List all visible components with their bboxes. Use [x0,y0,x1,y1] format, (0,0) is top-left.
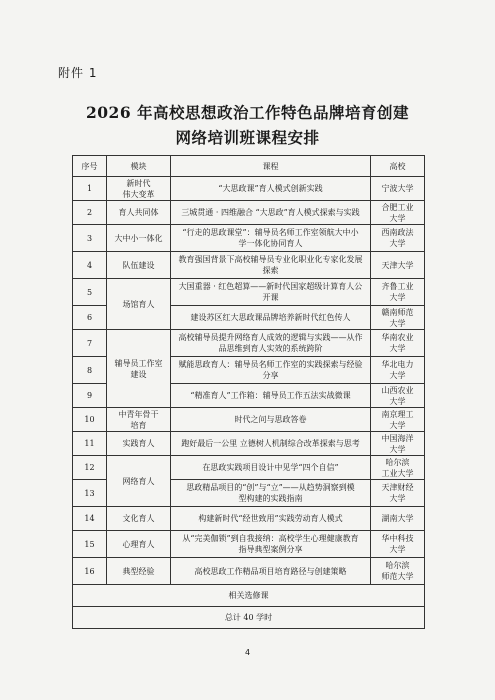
row-module: 大中小一体化 [107,225,171,252]
row-course: 构建新时代“经世致用”实践劳动育人模式 [171,507,371,531]
table-row [73,558,425,585]
row-school: 华中科技 大学 [371,531,425,558]
row-course: 建设苏区红大思政课品牌培养新时代红色传人 [171,306,371,330]
row-course: 高校辅导员提升网络育人成效的逻辑与实践——从作 品思维到育人实效的系统跨阶 [171,330,371,357]
row-school: 南京理工 大学 [371,408,425,432]
table-row [73,456,425,480]
table-footer-row [73,607,425,629]
row-course: “精准育人”工作箱：辅导员工作五法实战微课 [171,384,371,408]
row-school: 山西农业 大学 [371,384,425,408]
row-no: 4 [73,252,107,279]
table-row [73,225,425,252]
course-table [72,155,425,629]
row-no: 5 [73,279,107,306]
row-course: “行走的思政课堂”：辅导员名师工作室领航大中小 学一体化协同育人 [171,225,371,252]
row-module: 中青年骨干 培育 [107,408,171,432]
row-module: 实践育人 [107,432,171,456]
row-no: 7 [73,330,107,357]
row-course: 赋能思政育人：辅导员名师工作室的实践探索与经验 分享 [171,357,371,384]
row-school: 哈尔滨 师范大学 [371,558,425,585]
row-course: 时代之问与思政答卷 [171,408,371,432]
row-module: 新时代 伟大变革 [107,177,171,201]
row-no: 11 [73,432,107,456]
table-row [73,252,425,279]
table-row [73,432,425,456]
row-no: 16 [73,558,107,585]
table-footer-row [73,585,425,607]
row-no: 8 [73,357,107,384]
header-no: 序号 [73,156,107,177]
electives-cell: 相关选修课 [73,585,425,607]
row-course: 高校思政工作精品项目培育路径与创建策略 [171,558,371,585]
table-row [73,531,425,558]
row-no: 12 [73,456,107,480]
row-school: 赣南师范 大学 [371,306,425,330]
row-course: 教育强国背景下高校辅导员专业化职业化专家化发展 探索 [171,252,371,279]
row-school: 齐鲁工业 大学 [371,279,425,306]
table-row [73,177,425,201]
row-course: 跑好最后一公里 立德树人机制综合改革探索与思考 [171,432,371,456]
row-school: 哈尔滨 工业大学 [371,456,425,480]
row-school: 天津财经 大学 [371,480,425,507]
row-course: 三城贯通 · 四维融合 “大思政”育人模式探索与实践 [171,201,371,225]
row-no: 14 [73,507,107,531]
table-row [73,330,425,357]
table-row [73,507,425,531]
header-module: 模块 [107,156,171,177]
header-school: 高校 [371,156,425,177]
row-module: 网络育人 [107,456,171,507]
row-module: 场馆育人 [107,279,171,330]
row-no: 10 [73,408,107,432]
row-module: 育人共同体 [107,201,171,225]
row-no: 1 [73,177,107,201]
page-title-line2: 网络培训班课程安排 [175,128,320,147]
row-course: 思政精品项目的“创”与“立”——从趋势洞察到模 型构建的实践指南 [171,480,371,507]
row-course: 从“完美伽锁”到自我接纳：高校学生心理健康教育 指导典型案例分享 [171,531,371,558]
total-hours-cell: 总计 40 学时 [73,607,425,629]
row-module: 心理育人 [107,531,171,558]
row-module: 文化育人 [107,507,171,531]
row-school: 宁波大学 [371,177,425,201]
row-course: 在思政实践项目设计中见学“四个自信” [171,456,371,480]
attachment-label: 附件 1 [58,66,98,80]
row-no: 2 [73,201,107,225]
row-school: 西南政法 大学 [371,225,425,252]
row-no: 3 [73,225,107,252]
row-school: 湖南大学 [371,507,425,531]
row-school: 天津大学 [371,252,425,279]
row-module: 辅导员工作室 建设 [107,330,171,408]
table-row [73,279,425,306]
table-header-row [73,156,425,177]
table-row [73,201,425,225]
header-course: 课程 [171,156,371,177]
row-school: 合肥工业 大学 [371,201,425,225]
row-module: 队伍建设 [107,252,171,279]
row-school: 中国海洋 大学 [371,432,425,456]
row-no: 13 [73,480,107,507]
row-school: 华北电力 大学 [371,357,425,384]
row-course: 大国重器 · 红色超算——新时代国家超级计算育人公 开课 [171,279,371,306]
page-number: 4 [244,648,251,657]
page-title-line1: 2026 年高校思想政治工作特色品牌培育创建 [85,103,410,122]
row-no: 9 [73,384,107,408]
row-module: 典型经验 [107,558,171,585]
row-school: 华南农业 大学 [371,330,425,357]
row-course: “大思政课”育人模式创新实践 [171,177,371,201]
row-no: 6 [73,306,107,330]
table-row [73,408,425,432]
row-no: 15 [73,531,107,558]
